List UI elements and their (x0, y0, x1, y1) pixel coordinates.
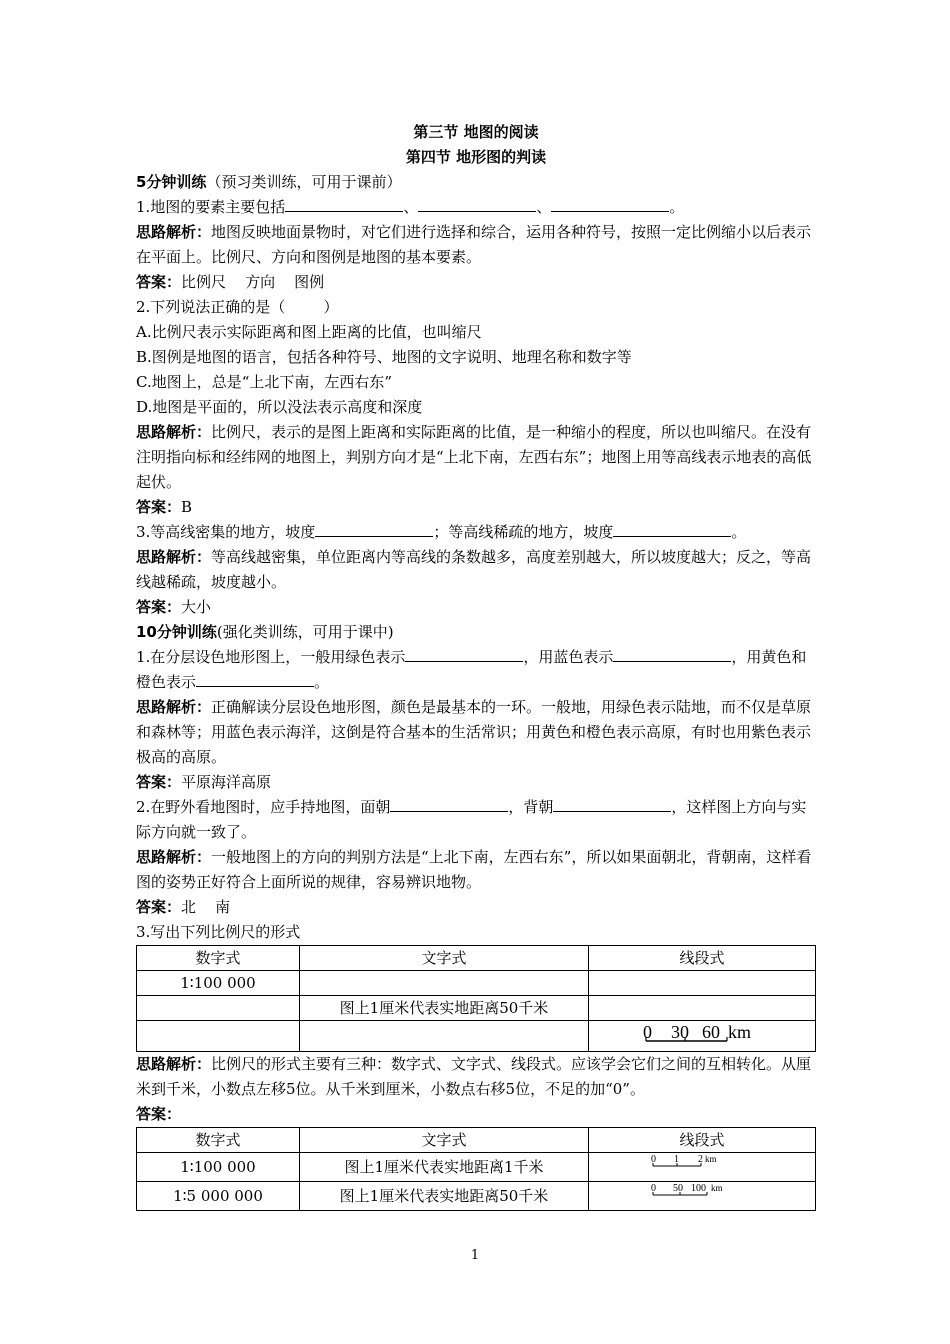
page-number: 1 (470, 1248, 480, 1263)
answer-blank (553, 795, 671, 812)
table-row: 图上1厘米代表实地距离50千米 (137, 996, 816, 1021)
table-header-row: 数字式 文字式 线段式 (137, 1128, 816, 1153)
answer-blank (551, 195, 669, 212)
answer-p1: 答案：平原海洋高原 (136, 773, 272, 791)
title-section-3: 第三节 地图的阅读 (413, 123, 539, 141)
practice-3: 3.写出下列比例尺的形式 (136, 923, 301, 941)
scale-bar (637, 1021, 767, 1045)
answer-p2: 答案：北 南 (136, 898, 231, 916)
option-b: B.图例是地图的语言，包括各种符号、地图的文字说明、地理名称和数字等 (136, 348, 632, 366)
scale-label: 30 (671, 1022, 689, 1042)
answer-scale-table (136, 1127, 816, 1211)
analysis-2: 思路解析：比例尺，表示的是图上距离和实际距离的比值，是一种缩小的程度，所以也叫缩尺。在没有注明指向标和经纬网的地图上，判别方向才是“上北下南，左西右东”；地图上用等高线表示地表的高低起伏。 (136, 423, 812, 491)
practice-1: 1.在分层设色地形图上，一般用绿色表示 ，用蓝色表示 ，用黄色和橙色表示 。 (136, 645, 816, 695)
svg-text:50: 50 (673, 1183, 683, 1194)
answer-blank (285, 195, 403, 212)
svg-text:1: 1 (674, 1154, 679, 1165)
svg-text:0: 0 (651, 1154, 656, 1165)
answer-p3-label: 答案： (136, 1105, 182, 1123)
option-a: A.比例尺表示实际距离和图上距离的比值，也叫缩尺 (136, 323, 482, 341)
answer-blank (315, 520, 433, 537)
question-scale-table (136, 945, 816, 1052)
answer-1: 答案：比例尺 方向 图例 (136, 273, 325, 291)
table-header-row: 数字式 文字式 线段式 (137, 946, 816, 971)
table-row: 1∶100 000 图上1厘米代表实地距离1千米 0 1 2 km (137, 1153, 816, 1182)
section-heading-5min: 5分钟训练（预习类训练，可用于课前） (136, 173, 402, 191)
answer-blank (418, 195, 536, 212)
question-2: 2.下列说法正确的是（ ） (136, 298, 339, 316)
question-3: 3.等高线密集的地方，坡度 ；等高线稀疏的地方，坡度 。 (136, 520, 816, 545)
analysis-p2: 思路解析：一般地图上的方向的判别方法是“上北下南，左西右东”，所以如果面朝北，背朝南，这样看图的姿势正好符合上面所说的规律，容易辨识地物。 (136, 848, 812, 891)
answer-3: 答案：大小 (136, 598, 212, 616)
table-row: 1∶5 000 000 图上1厘米代表实地距离50千米 0 50 100 km (137, 1182, 816, 1211)
scale-label: 60 (702, 1022, 720, 1042)
document-body (136, 120, 816, 1211)
practice-2: 2.在野外看地图时，应手持地图，面朝 ，背朝 ，这样图上方向与实际方向就一致了。 (136, 795, 816, 845)
svg-text:2: 2 (698, 1154, 703, 1165)
analysis-3: 思路解析：等高线越密集，单位距离内等高线的条数越多，高度差别越大，所以坡度越大；反之，等高线越稀疏，坡度越小。 (136, 548, 812, 591)
title-section-4: 第四节 地形图的判读 (405, 148, 547, 166)
svg-text:0: 0 (651, 1183, 656, 1194)
svg-text:km: km (705, 1154, 717, 1164)
option-d: D.地图是平面的，所以没法表示高度和深度 (136, 398, 423, 416)
question-1: 1.地图的要素主要包括 、 、 。 (136, 195, 816, 220)
analysis-p1: 思路解析：正确解读分层设色地形图，颜色是最基本的一环。一般地，用绿色表示陆地，而不仅是草原和森林等；用蓝色表示海洋，这倒是符合基本的生活常识；用黄色和橙色表示高原，有时也用紫色表示极高的高原。 (136, 698, 812, 766)
scale-bar (647, 1182, 757, 1204)
analysis-p3: 思路解析：比例尺的形式主要有三种：数字式、文字式、线段式。应该学会它们之间的互相转化。从厘米到千米，小数点左移5位。从千米到厘米，小数点右移5位，不足的加“0”。 (136, 1055, 812, 1098)
analysis-1: 思路解析：地图反映地面景物时，对它们进行选择和综合，运用各种符号，按照一定比例缩小以后表示在平面上。比例尺、方向和图例是地图的基本要素。 (136, 223, 812, 266)
svg-text:100: 100 (691, 1183, 706, 1194)
scale-label: km (728, 1022, 752, 1042)
answer-blank (613, 645, 731, 662)
section-heading-10min: 10分钟训练(强化类训练，可用于课中) (136, 623, 394, 641)
option-c: C.地图上，总是“上北下南，左西右东” (136, 373, 393, 391)
table-row: 1∶100 000 (137, 971, 816, 996)
table-row (137, 1021, 816, 1052)
answer-2: 答案：B (136, 498, 193, 516)
scale-bar-cell (589, 1021, 816, 1052)
answer-blank (390, 795, 508, 812)
answer-blank (196, 670, 314, 687)
svg-text:km: km (711, 1183, 723, 1193)
answer-blank (405, 645, 523, 662)
scale-label: 0 (643, 1022, 652, 1042)
answer-blank (613, 520, 731, 537)
scale-bar (647, 1153, 757, 1175)
